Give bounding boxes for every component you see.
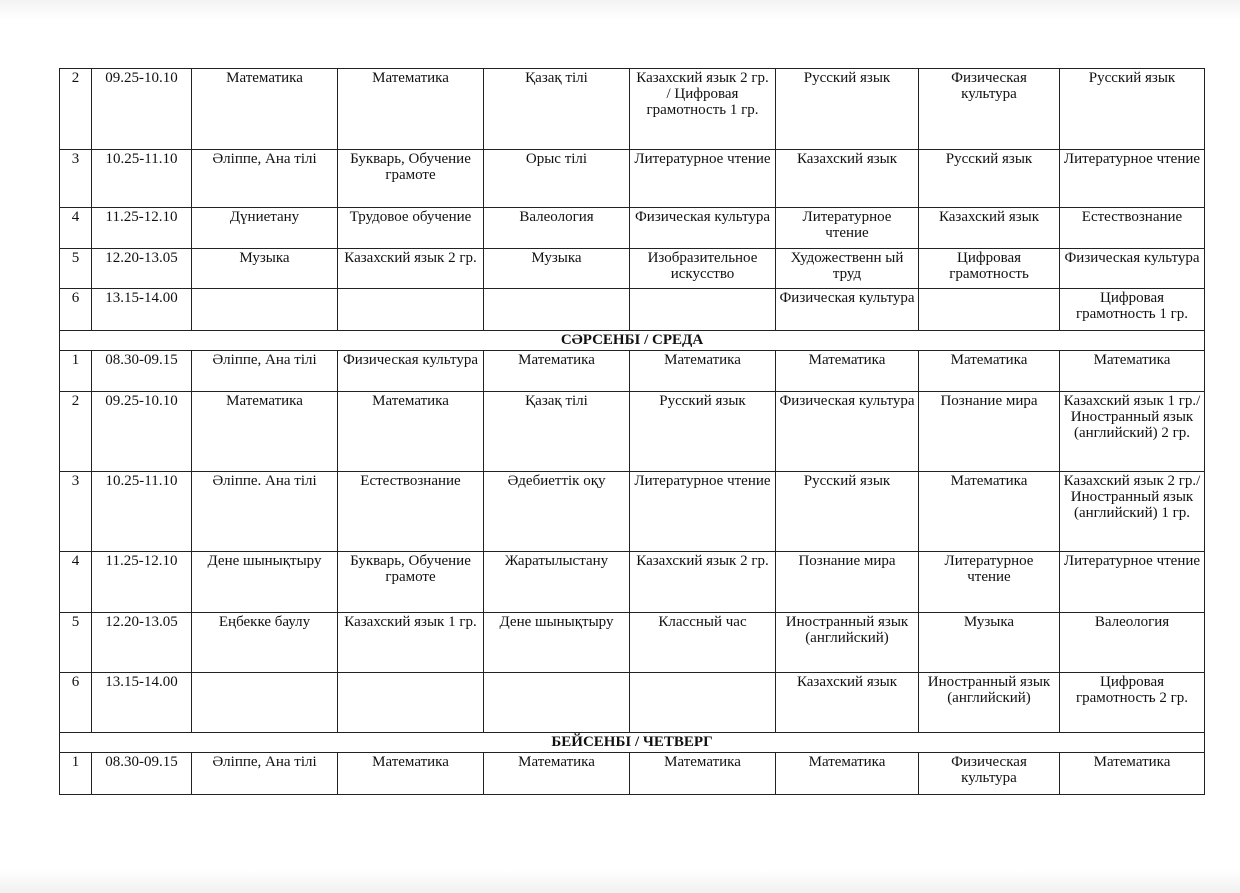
subject-cell [192, 289, 338, 331]
subject-cell: Иностранный язык (английский) [776, 613, 919, 673]
subject-cell: Литературное чтение [919, 552, 1060, 613]
subject-cell: Физическая культура [1060, 249, 1205, 289]
subject-cell: Жаратылыстану [484, 552, 630, 613]
table-row [60, 753, 1205, 795]
subject-cell: Еңбекке баулу [192, 613, 338, 673]
subject-cell [484, 673, 630, 733]
subject-cell: Естествознание [1060, 208, 1205, 249]
subject-cell: Литературное чтение [1060, 150, 1205, 208]
subject-cell: Русский язык [776, 69, 919, 150]
subject-cell: Қазақ тілі [484, 392, 630, 472]
lesson-time: 12.20-13.05 [92, 249, 192, 289]
lesson-time: 08.30-09.15 [92, 753, 192, 795]
subject-cell: Әліппе, Ана тілі [192, 753, 338, 795]
schedule-table [59, 68, 1205, 795]
subject-cell: Физическая культура [776, 289, 919, 331]
subject-cell: Дене шынықтыру [484, 613, 630, 673]
lesson-number: 2 [60, 69, 92, 150]
subject-cell [338, 289, 484, 331]
subject-cell: Физическая культура [919, 753, 1060, 795]
subject-cell: Әліппе. Ана тілі [192, 472, 338, 552]
subject-cell: Математика [338, 69, 484, 150]
day-header-row [60, 331, 1205, 351]
subject-cell [484, 289, 630, 331]
subject-cell: Естествознание [338, 472, 484, 552]
lesson-time: 09.25-10.10 [92, 69, 192, 150]
subject-cell: Әдебиеттік оқу [484, 472, 630, 552]
lesson-number: 3 [60, 472, 92, 552]
lesson-number: 1 [60, 351, 92, 392]
subject-cell [630, 673, 776, 733]
lesson-number: 2 [60, 392, 92, 472]
day-title: СӘРСЕНБІ / СРЕДА [60, 331, 1205, 351]
table-row [60, 208, 1205, 249]
subject-cell: Русский язык [1060, 69, 1205, 150]
subject-cell: Казахский язык 2 гр. [630, 552, 776, 613]
lesson-time: 09.25-10.10 [92, 392, 192, 472]
lesson-number: 4 [60, 208, 92, 249]
lesson-time: 12.20-13.05 [92, 613, 192, 673]
table-row [60, 69, 1205, 150]
subject-cell: Цифровая грамотность 1 гр. [1060, 289, 1205, 331]
subject-cell: Математика [776, 753, 919, 795]
schedule-body [60, 69, 1205, 795]
lesson-time: 10.25-11.10 [92, 472, 192, 552]
subject-cell: Казахский язык 2 гр. [338, 249, 484, 289]
subject-cell: Математика [338, 753, 484, 795]
subject-cell: Математика [192, 392, 338, 472]
subject-cell: Музыка [919, 613, 1060, 673]
subject-cell: Литературное чтение [630, 150, 776, 208]
subject-cell [630, 289, 776, 331]
lesson-time: 10.25-11.10 [92, 150, 192, 208]
subject-cell: Орыс тілі [484, 150, 630, 208]
table-row [60, 552, 1205, 613]
subject-cell [192, 673, 338, 733]
lesson-time: 11.25-12.10 [92, 208, 192, 249]
subject-cell: Физическая культура [776, 392, 919, 472]
subject-cell: Цифровая грамотность [919, 249, 1060, 289]
lesson-number: 3 [60, 150, 92, 208]
subject-cell: Дүниетану [192, 208, 338, 249]
subject-cell: Цифровая грамотность 2 гр. [1060, 673, 1205, 733]
subject-cell: Казахский язык 1 гр./ Иностранный язык (английский) 2 гр. [1060, 392, 1205, 472]
subject-cell: Казахский язык [919, 208, 1060, 249]
subject-cell: Дене шынықтыру [192, 552, 338, 613]
table-row [60, 150, 1205, 208]
subject-cell: Познание мира [919, 392, 1060, 472]
subject-cell: Казахский язык 2 гр./ Иностранный язык (английский) 1 гр. [1060, 472, 1205, 552]
subject-cell: Букварь, Обучение грамоте [338, 150, 484, 208]
subject-cell: Познание мира [776, 552, 919, 613]
subject-cell: Казахский язык [776, 150, 919, 208]
table-row [60, 351, 1205, 392]
subject-cell: Математика [1060, 753, 1205, 795]
lesson-number: 6 [60, 289, 92, 331]
lesson-time: 13.15-14.00 [92, 289, 192, 331]
subject-cell: Литературное чтение [776, 208, 919, 249]
lesson-number: 4 [60, 552, 92, 613]
subject-cell: Музыка [484, 249, 630, 289]
subject-cell: Физическая культура [630, 208, 776, 249]
subject-cell: Классный час [630, 613, 776, 673]
subject-cell: Художественн ый труд [776, 249, 919, 289]
subject-cell: Валеология [1060, 613, 1205, 673]
table-row [60, 392, 1205, 472]
subject-cell: Трудовое обучение [338, 208, 484, 249]
table-row [60, 289, 1205, 331]
lesson-number: 1 [60, 753, 92, 795]
subject-cell: Математика [338, 392, 484, 472]
subject-cell [338, 673, 484, 733]
lesson-time: 11.25-12.10 [92, 552, 192, 613]
lesson-time: 13.15-14.00 [92, 673, 192, 733]
table-row [60, 249, 1205, 289]
subject-cell: Изобразительное искусство [630, 249, 776, 289]
subject-cell [919, 289, 1060, 331]
table-row [60, 673, 1205, 733]
day-title: БЕЙСЕНБІ / ЧЕТВЕРГ [60, 733, 1205, 753]
lesson-number: 5 [60, 613, 92, 673]
subject-cell: Физическая культура [919, 69, 1060, 150]
subject-cell: Иностранный язык (английский) [919, 673, 1060, 733]
table-row [60, 613, 1205, 673]
lesson-number: 5 [60, 249, 92, 289]
subject-cell: Русский язык [776, 472, 919, 552]
subject-cell: Қазақ тілі [484, 69, 630, 150]
subject-cell: Математика [192, 69, 338, 150]
subject-cell: Математика [484, 753, 630, 795]
subject-cell: Казахский язык [776, 673, 919, 733]
subject-cell: Литературное чтение [1060, 552, 1205, 613]
subject-cell: Русский язык [919, 150, 1060, 208]
subject-cell: Математика [1060, 351, 1205, 392]
subject-cell: Казахский язык 2 гр. / Цифровая грамотность 1 гр. [630, 69, 776, 150]
subject-cell: Математика [630, 351, 776, 392]
subject-cell: Әліппе, Ана тілі [192, 150, 338, 208]
subject-cell: Физическая культура [338, 351, 484, 392]
subject-cell: Казахский язык 1 гр. [338, 613, 484, 673]
day-header-row [60, 733, 1205, 753]
subject-cell: Математика [919, 351, 1060, 392]
subject-cell: Литературное чтение [630, 472, 776, 552]
table-row [60, 472, 1205, 552]
subject-cell: Математика [630, 753, 776, 795]
lesson-time: 08.30-09.15 [92, 351, 192, 392]
subject-cell: Математика [919, 472, 1060, 552]
subject-cell: Букварь, Обучение грамоте [338, 552, 484, 613]
subject-cell: Русский язык [630, 392, 776, 472]
subject-cell: Валеология [484, 208, 630, 249]
lesson-number: 6 [60, 673, 92, 733]
subject-cell: Математика [776, 351, 919, 392]
subject-cell: Математика [484, 351, 630, 392]
subject-cell: Музыка [192, 249, 338, 289]
subject-cell: Әліппе, Ана тілі [192, 351, 338, 392]
